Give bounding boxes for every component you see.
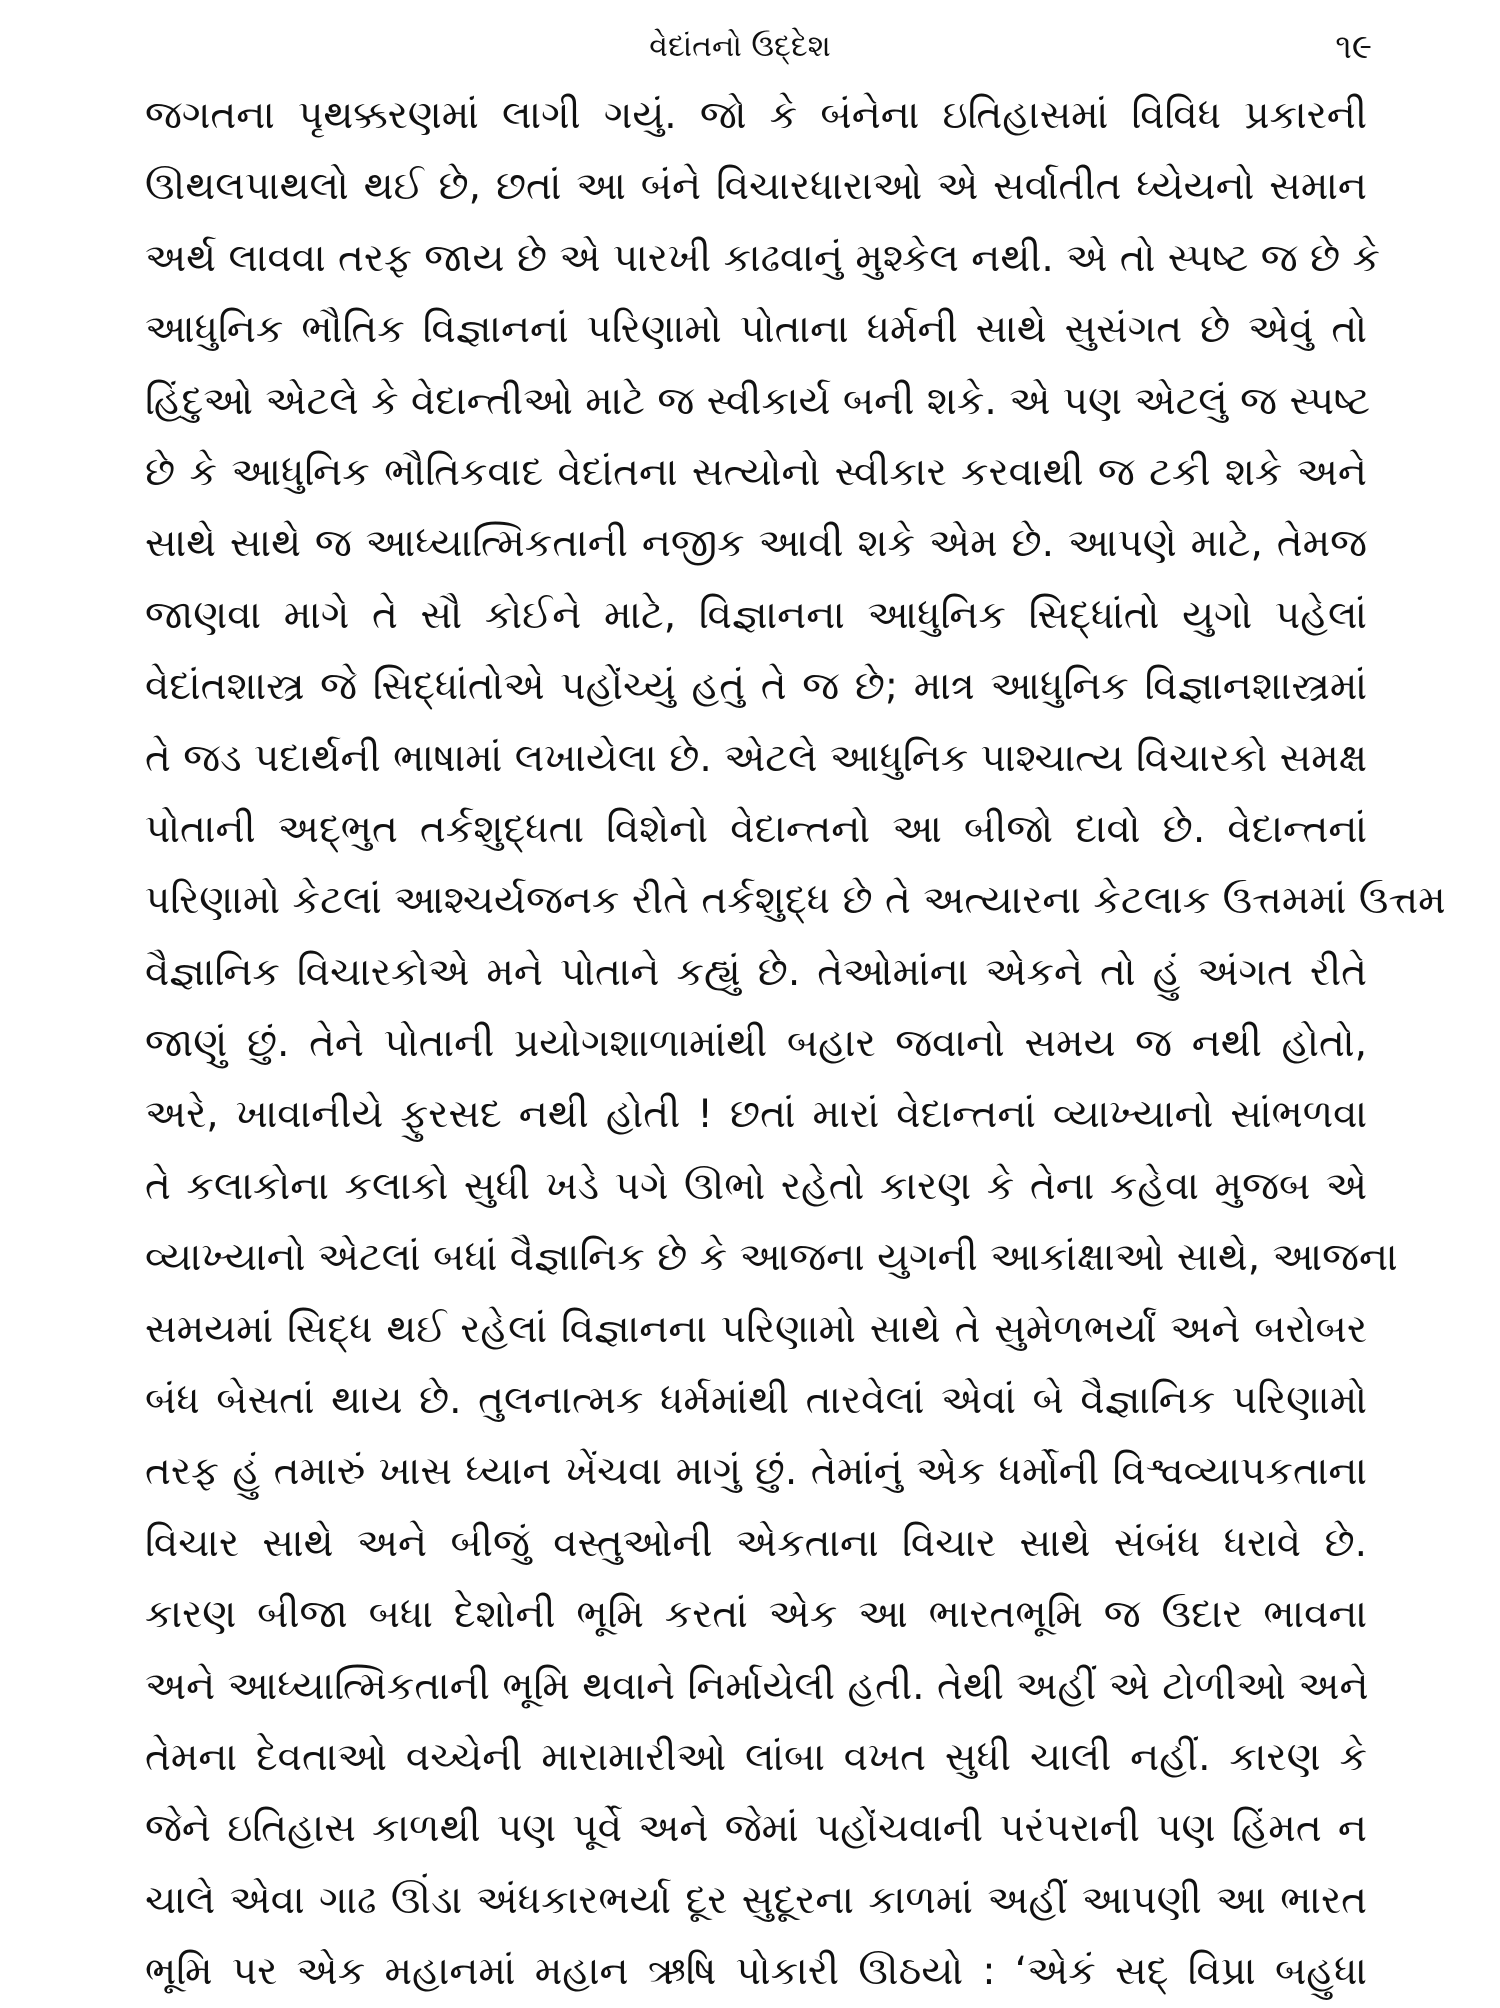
body-text [145, 80, 1446, 2008]
running-header [0, 22, 1500, 72]
text-line: સમયમાં સિદ્ધ થઈ રહેલાં વિજ્ઞાનના પરિણામો સાથે તે સુમેળભર્યાં અને બરોબર [145, 1306, 1367, 1352]
text-line: ચાલે એવા ગાઢ ઊંડા અંધકારભર્યા દૂર સુદૂરના કાળમાં અહીં આપણી આ ભારત [145, 1877, 1367, 1923]
text-line: જેને ઇતિહાસ કાળથી પણ પૂર્વે અને જેમાં પહોંચવાની પરંપરાની પણ હિંમત ન [145, 1806, 1367, 1852]
text-line: જાણું છું. તેને પોતાની પ્રયોગશાળામાંથી બહાર જવાનો સમય જ નથી હોતો, [145, 1021, 1367, 1067]
text-line: ઊથલપાથલો થઈ છે, છતાં આ બંને વિચારધારાઓ એ સર્વાતીત ધ્યેયનો સમાન [145, 164, 1367, 210]
text-line: જગતના પૃથક્કરણમાં લાગી ગયું. જો કે બંનેના ઇતિહાસમાં વિવિધ પ્રકારની [145, 93, 1367, 138]
page-number: ૧૯ [1335, 27, 1372, 67]
text-line: તરફ હું તમારું ખાસ ધ્યાન ખેંચવા માગું છું. તેમાંનું એક ધર્મોની વિશ્વવ્યાપકતાના [145, 1449, 1367, 1495]
text-line: સાથે સાથે જ આધ્યાત્મિકતાની નજીક આવી શકે એમ છે. આપણે માટે, તેમજ [145, 521, 1367, 567]
text-line: કારણ બીજા બધા દેશોની ભૂમિ કરતાં એક આ ભારતભૂમિ જ ઉદાર ભાવના [145, 1592, 1367, 1638]
text-line: વૈજ્ઞાનિક વિચારકોએ મને પોતાને કહ્યું છે. તેઓમાંના એકને તો હું અંગત રીતે [145, 949, 1367, 995]
text-line: આધુનિક ભૌતિક વિજ્ઞાનનાં પરિણામો પોતાના ધર્મની સાથે સુસંગત છે એવું તો [145, 307, 1367, 353]
text-line: જાણવા માગે તે સૌ કોઈને માટે, વિજ્ઞાનના આધુનિક સિદ્ધાંતો યુગો પહેલાં [145, 592, 1367, 638]
text-line: હિંદુઓ એટલે કે વેદાન્તીઓ માટે જ સ્વીકાર્ય બની શકે. એ પણ એટલું જ સ્પષ્ટ [145, 378, 1371, 424]
text-line: વેદાંતશાસ્ત્ર જે સિદ્ધાંતોએ પહોંચ્યું હતું તે જ છે; માત્ર આધુનિક વિજ્ઞાનશાસ્ત્રમાં [145, 664, 1367, 710]
text-line: અરે, ખાવાનીયે ફુરસદ નથી હોતી ! છતાં મારાં વેદાન્તનાં વ્યાખ્યાનો સાંભળવા [145, 1092, 1367, 1138]
text-line: તેમના દેવતાઓ વચ્ચેની મારામારીઓ લાંબા વખત સુધી ચાલી નહીં. કારણ કે [145, 1734, 1367, 1780]
text-line: બંધ બેસતાં થાય છે. તુલનાત્મક ધર્મમાંથી તારવેલાં એવાં બે વૈજ્ઞાનિક પરિણામો [145, 1378, 1367, 1424]
text-line: તે કલાકોના કલાકો સુધી ખડે પગે ઊભો રહેતો કારણ કે તેના કહેવા મુજબ એ [145, 1163, 1367, 1209]
chapter-title: વેદાંતનો ઉદ્દેશ [649, 29, 831, 64]
text-line: અર્થ લાવવા તરફ જાય છે એ પારખી કાઢવાનું મુશ્કેલ નથી. એ તો સ્પષ્ટ જ છે કે [145, 235, 1381, 281]
text-line: વિચાર સાથે અને બીજું વસ્તુઓની એકતાના વિચાર સાથે સંબંધ ધરાવે છે. [145, 1520, 1367, 1566]
text-line: વ્યાખ્યાનો એટલાં બધાં વૈજ્ઞાનિક છે કે આજના યુગની આકાંક્ષાઓ સાથે, આજના [145, 1235, 1398, 1281]
text-line: પરિણામો કેટલાં આશ્ચર્યજનક રીતે તર્કશુદ્ધ છે તે અત્યારના કેટલાક ઉત્તમમાં ઉત્તમ [145, 878, 1446, 924]
text-line: અને આધ્યાત્મિકતાની ભૂમિ થવાને નિર્માયેલી હતી. તેથી અહીં એ ટોળીઓ અને [145, 1663, 1369, 1709]
text-line: ભૂમિ પર એક મહાનમાં મહાન ઋષિ પોકારી ઊઠયો : ‘એકં સદ્ વિપ્રા બહુધા [145, 1949, 1367, 1995]
text-line: છે કે આધુનિક ભૌતિકવાદ વેદાંતના સત્યોનો સ્વીકાર કરવાથી જ ટકી શકે અને [145, 449, 1367, 495]
text-line: તે જડ પદાર્થની ભાષામાં લખાયેલા છે. એટલે આધુનિક પાશ્ચાત્ય વિચારકો સમક્ષ [145, 735, 1368, 781]
text-line: પોતાની અદ્ભુત તર્કશુદ્ધતા વિશેનો વેદાન્તનો આ બીજો દાવો છે. વેદાન્તનાં [145, 806, 1367, 852]
